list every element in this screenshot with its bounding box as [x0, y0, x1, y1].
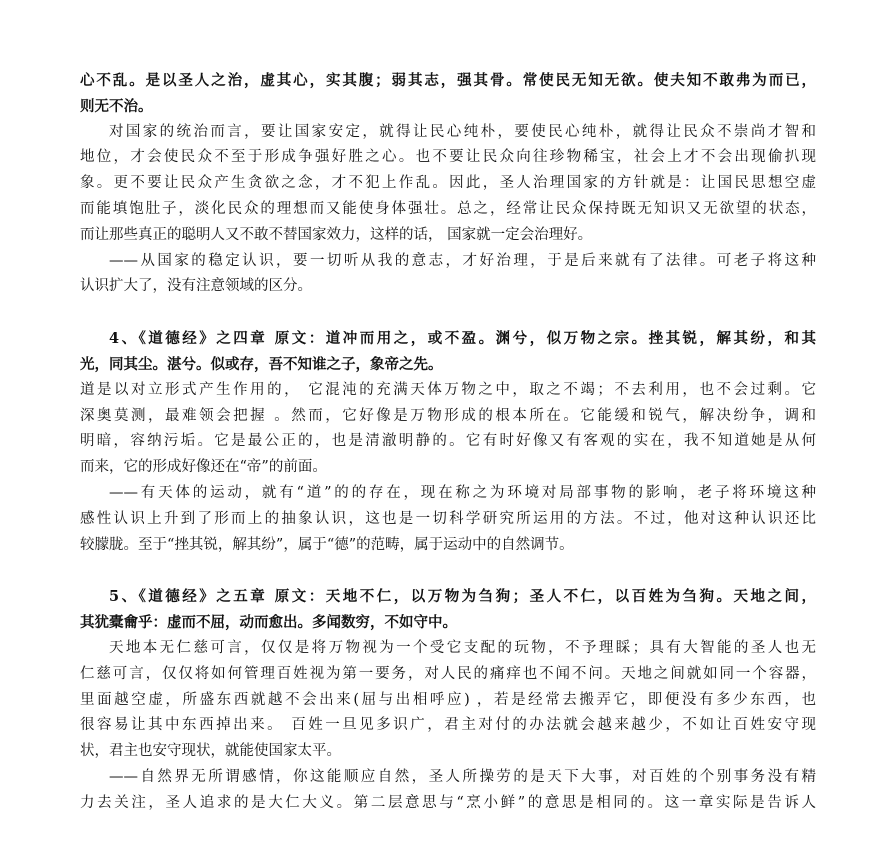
text-line: 较朦胧。至于“挫其锐，解其纷”，属于“德”的范畴，属于运动中的自然调节。	[80, 536, 574, 553]
paragraph	[80, 378, 816, 481]
paragraph	[80, 120, 816, 249]
text-line: 天地本无仁慈可言，仅仅是将万物视为一个受它支配的玩物，不予理睬；具有大智能的圣人也无	[109, 639, 816, 656]
text-line: ——从国家的稳定认识，要一切听从我的意志，才好治理，于是后来就有了法律。可老子将这种	[109, 252, 816, 269]
paragraph-gap	[80, 558, 816, 584]
paragraph	[80, 481, 816, 558]
text-line: 力去关注，圣人追求的是大仁大义。第二层意思与“烹小鲜”的意思是相同的。这一章实际是告诉人	[80, 794, 816, 811]
text-line: 深奥莫测，最难领会把握 。然而，它好像是万物形成的根本所在。它能缓和锐气，解决纷争，调和	[80, 407, 816, 424]
text-line: 仁慈可言，仅仅将如何管理百姓视为第一要务，对人民的痛痒也不闻不问。天地之间就如同一个容器，	[80, 665, 816, 682]
text-line: 很容易让其中东西掉出来。 百姓一旦见多识广，君主对付的办法就会越来越少，不如让百姓安守现	[80, 717, 816, 734]
chapter-heading	[80, 68, 816, 120]
text-line: 而让那些真正的聪明人又不敢不替国家效力，这样的话， 国家就一定会治理好。	[80, 226, 593, 243]
text-line: 明暗，容纳污垢。它是最公正的，也是清澈明静的。它有时好像又有客观的实在，我不知道她是从何	[80, 433, 816, 450]
text-line: 而能填饱肚子，淡化民众的理想而又能使身体强壮。总之，经常让民众保持既无知识又无欲望的状态，	[80, 200, 816, 217]
text-line: 里面越空虚，所盛东西就越不会出来(屈与出相呼应) ，若是经常去搬弄它，即便没有多少东西，也	[80, 691, 816, 708]
text-line: 光，同其尘。湛兮。似或存，吾不知谁之子，象帝之先。	[80, 355, 443, 373]
text-line: 则无不治。	[80, 97, 153, 115]
text-line: 地位，才会使民众不至于形成争强好胜之心。也不要让民众向往珍物稀宝，社会上才不会出现偷扒现	[80, 149, 816, 166]
text-line: 对国家的统治而言，要让国家安定，就得让民心纯朴，要使民心纯朴，就得让民众不崇尚才智和	[109, 123, 816, 140]
paragraph-gap	[80, 300, 816, 326]
text-line: ——有天体的运动，就有“道”的的存在，现在称之为环境对局部事物的影响，老子将环境这种	[109, 484, 816, 501]
text-line: 5、《道德经》之五章 原文：天地不仁，以万物为刍狗；圣人不仁，以百姓为刍狗。天地之间，	[109, 588, 816, 606]
text-line: ——自然界无所谓感情，你这能顺应自然，圣人所操劳的是天下大事，对百姓的个别事务没有精	[109, 768, 816, 785]
chapter-heading	[80, 584, 816, 636]
text-line: 4、《道德经》之四章 原文：道冲而用之，或不盈。渊兮，似万物之宗。挫其锐，解其纷，和其	[109, 330, 816, 348]
paragraph	[80, 249, 816, 301]
chapter-heading	[80, 326, 816, 378]
text-line: 状，君主也安守现状，就能使国家太平。	[80, 743, 341, 760]
text-line: 认识扩大了，没有注意领域的区分。	[80, 278, 312, 295]
text-line: 而来，它的形成好像还在“帝”的前面。	[80, 459, 327, 476]
text-line: 心不乱。是以圣人之治，虚其心，实其腹；弱其志，强其骨。常使民无知无欲。使夫知不敢弗为而已，	[80, 72, 816, 89]
text-line: 道是以对立形式产生作用的， 它混沌的充满天体万物之中，取之不竭；不去利用，也不会过剩。它	[80, 381, 816, 398]
paragraph	[80, 765, 816, 817]
paragraph	[80, 636, 816, 765]
document-page	[80, 68, 816, 817]
text-line: 其犹橐龠乎：虚而不屈，动而愈出。多闻数穷，不如守中。	[80, 614, 457, 632]
text-line: 感性认识上升到了形而上的抽象认识，这也是一切科学研究所运用的方法。不过，他对这种认识还比	[80, 510, 816, 527]
text-line: 象。更不要让民众产生贪欲之念，才不犯上作乱。因此，圣人治理国家的方针就是：让国民思想空虚	[80, 175, 816, 192]
